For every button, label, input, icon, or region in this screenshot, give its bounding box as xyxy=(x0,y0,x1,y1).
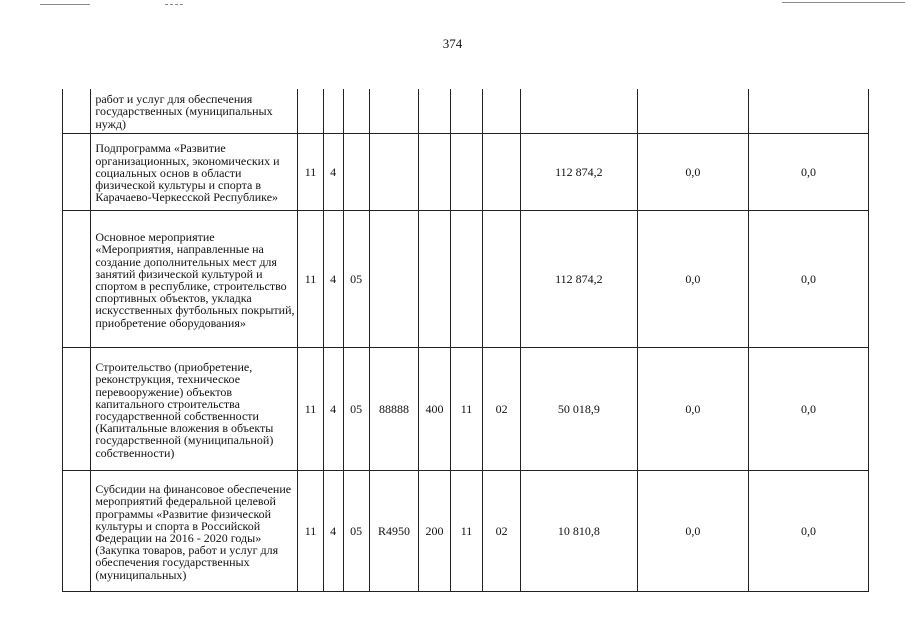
row-name-cell xyxy=(91,89,298,134)
code-cell-c6: 11 xyxy=(450,348,483,471)
row-number-cell xyxy=(63,471,91,592)
code-cell-c5: 400 xyxy=(419,348,451,471)
code-cell-c7 xyxy=(483,89,521,134)
row-name-text: работ и услуг для обеспечения государственных (муниципальных нужд) xyxy=(95,92,273,131)
amount-cell-amount1: 50 018,9 xyxy=(521,348,638,471)
code-cell-c1: 11 xyxy=(298,471,323,592)
code-cell-c4 xyxy=(369,211,418,348)
table-row xyxy=(63,134,869,211)
amount-cell-amount1: 112 874,2 xyxy=(521,211,638,348)
code-cell-c7 xyxy=(483,211,521,348)
row-name-cell xyxy=(91,348,298,471)
code-cell-c6 xyxy=(450,211,483,348)
row-name-cell xyxy=(91,471,298,592)
code-cell-c7 xyxy=(483,134,521,211)
table-row xyxy=(63,89,869,134)
table-row xyxy=(63,348,869,471)
code-cell-c6 xyxy=(450,89,483,134)
code-cell-c3: 05 xyxy=(343,348,369,471)
code-cell-c3 xyxy=(343,89,369,134)
code-cell-c4: R4950 xyxy=(369,471,418,592)
row-name-text: Подпрограмма «Развитие организационных, экономических и социальных основ в области физической культуры и спорта в Карачаево-Черкесской Республике» xyxy=(95,141,280,205)
row-number-cell xyxy=(63,89,91,134)
amount-cell-amount2: 0,0 xyxy=(637,211,748,348)
code-cell-c5 xyxy=(419,89,451,134)
budget-table xyxy=(62,89,869,592)
amount-cell-amount1: 10 810,8 xyxy=(521,471,638,592)
code-cell-c3: 05 xyxy=(343,211,369,348)
amount-cell-amount2 xyxy=(637,89,748,134)
code-cell-c4 xyxy=(369,89,418,134)
row-number-cell xyxy=(63,211,91,348)
code-cell-c5 xyxy=(419,134,451,211)
row-name-cell xyxy=(91,134,298,211)
row-number-cell xyxy=(63,348,91,471)
row-name-text: Строительство (приобретение, реконструкция, техническое перевооружение) объектов капитального строительства государственной собственности (Капитальные вложения в объекты государственной (муниципальной) собственности) xyxy=(95,360,274,460)
code-cell-c6: 11 xyxy=(450,471,483,592)
code-cell-c2 xyxy=(323,89,343,134)
code-cell-c3: 05 xyxy=(343,471,369,592)
code-cell-c2: 4 xyxy=(323,471,343,592)
code-cell-c4 xyxy=(369,134,418,211)
code-cell-c6 xyxy=(450,134,483,211)
row-name-text: Основное мероприятие «Мероприятия, направленные на создание дополнительных мест для занятий физической культурой и спортом в республике, строительство спортивных объектов, укладка искусственных футбольных покрытий, приобретение оборудования» xyxy=(95,230,295,330)
table-row xyxy=(63,211,869,348)
row-name-text: Субсидии на финансовое обеспечение мероприятий федеральной целевой программы «Развитие физической культуры и спорта в Российской Федерации на 2016 - 2020 годы» (Закупка товаров, работ и услуг для обеспечения государственных (муниципальных) xyxy=(95,482,292,582)
amount-cell-amount3 xyxy=(749,89,869,134)
code-cell-c4: 88888 xyxy=(369,348,418,471)
amount-cell-amount1 xyxy=(521,89,638,134)
amount-cell-amount2: 0,0 xyxy=(637,348,748,471)
code-cell-c1: 11 xyxy=(298,134,323,211)
row-number-cell xyxy=(63,134,91,211)
page-number: 374 xyxy=(442,36,463,51)
table-row xyxy=(63,471,869,592)
code-cell-c7: 02 xyxy=(483,348,521,471)
amount-cell-amount1: 112 874,2 xyxy=(521,134,638,211)
code-cell-c3 xyxy=(343,134,369,211)
code-cell-c2: 4 xyxy=(323,134,343,211)
code-cell-c2: 4 xyxy=(323,211,343,348)
code-cell-c1 xyxy=(298,89,323,134)
code-cell-c5: 200 xyxy=(419,471,451,592)
scan-artifact-line xyxy=(165,4,183,5)
amount-cell-amount2: 0,0 xyxy=(637,471,748,592)
amount-cell-amount3: 0,0 xyxy=(749,134,869,211)
code-cell-c1: 11 xyxy=(298,348,323,471)
amount-cell-amount3: 0,0 xyxy=(749,471,869,592)
amount-cell-amount3: 0,0 xyxy=(749,348,869,471)
scan-artifact-line xyxy=(40,4,90,5)
code-cell-c2: 4 xyxy=(323,348,343,471)
scan-artifact-line xyxy=(782,2,905,3)
code-cell-c1: 11 xyxy=(298,211,323,348)
code-cell-c5 xyxy=(419,211,451,348)
amount-cell-amount3: 0,0 xyxy=(749,211,869,348)
row-name-cell xyxy=(91,211,298,348)
amount-cell-amount2: 0,0 xyxy=(637,134,748,211)
code-cell-c7: 02 xyxy=(483,471,521,592)
